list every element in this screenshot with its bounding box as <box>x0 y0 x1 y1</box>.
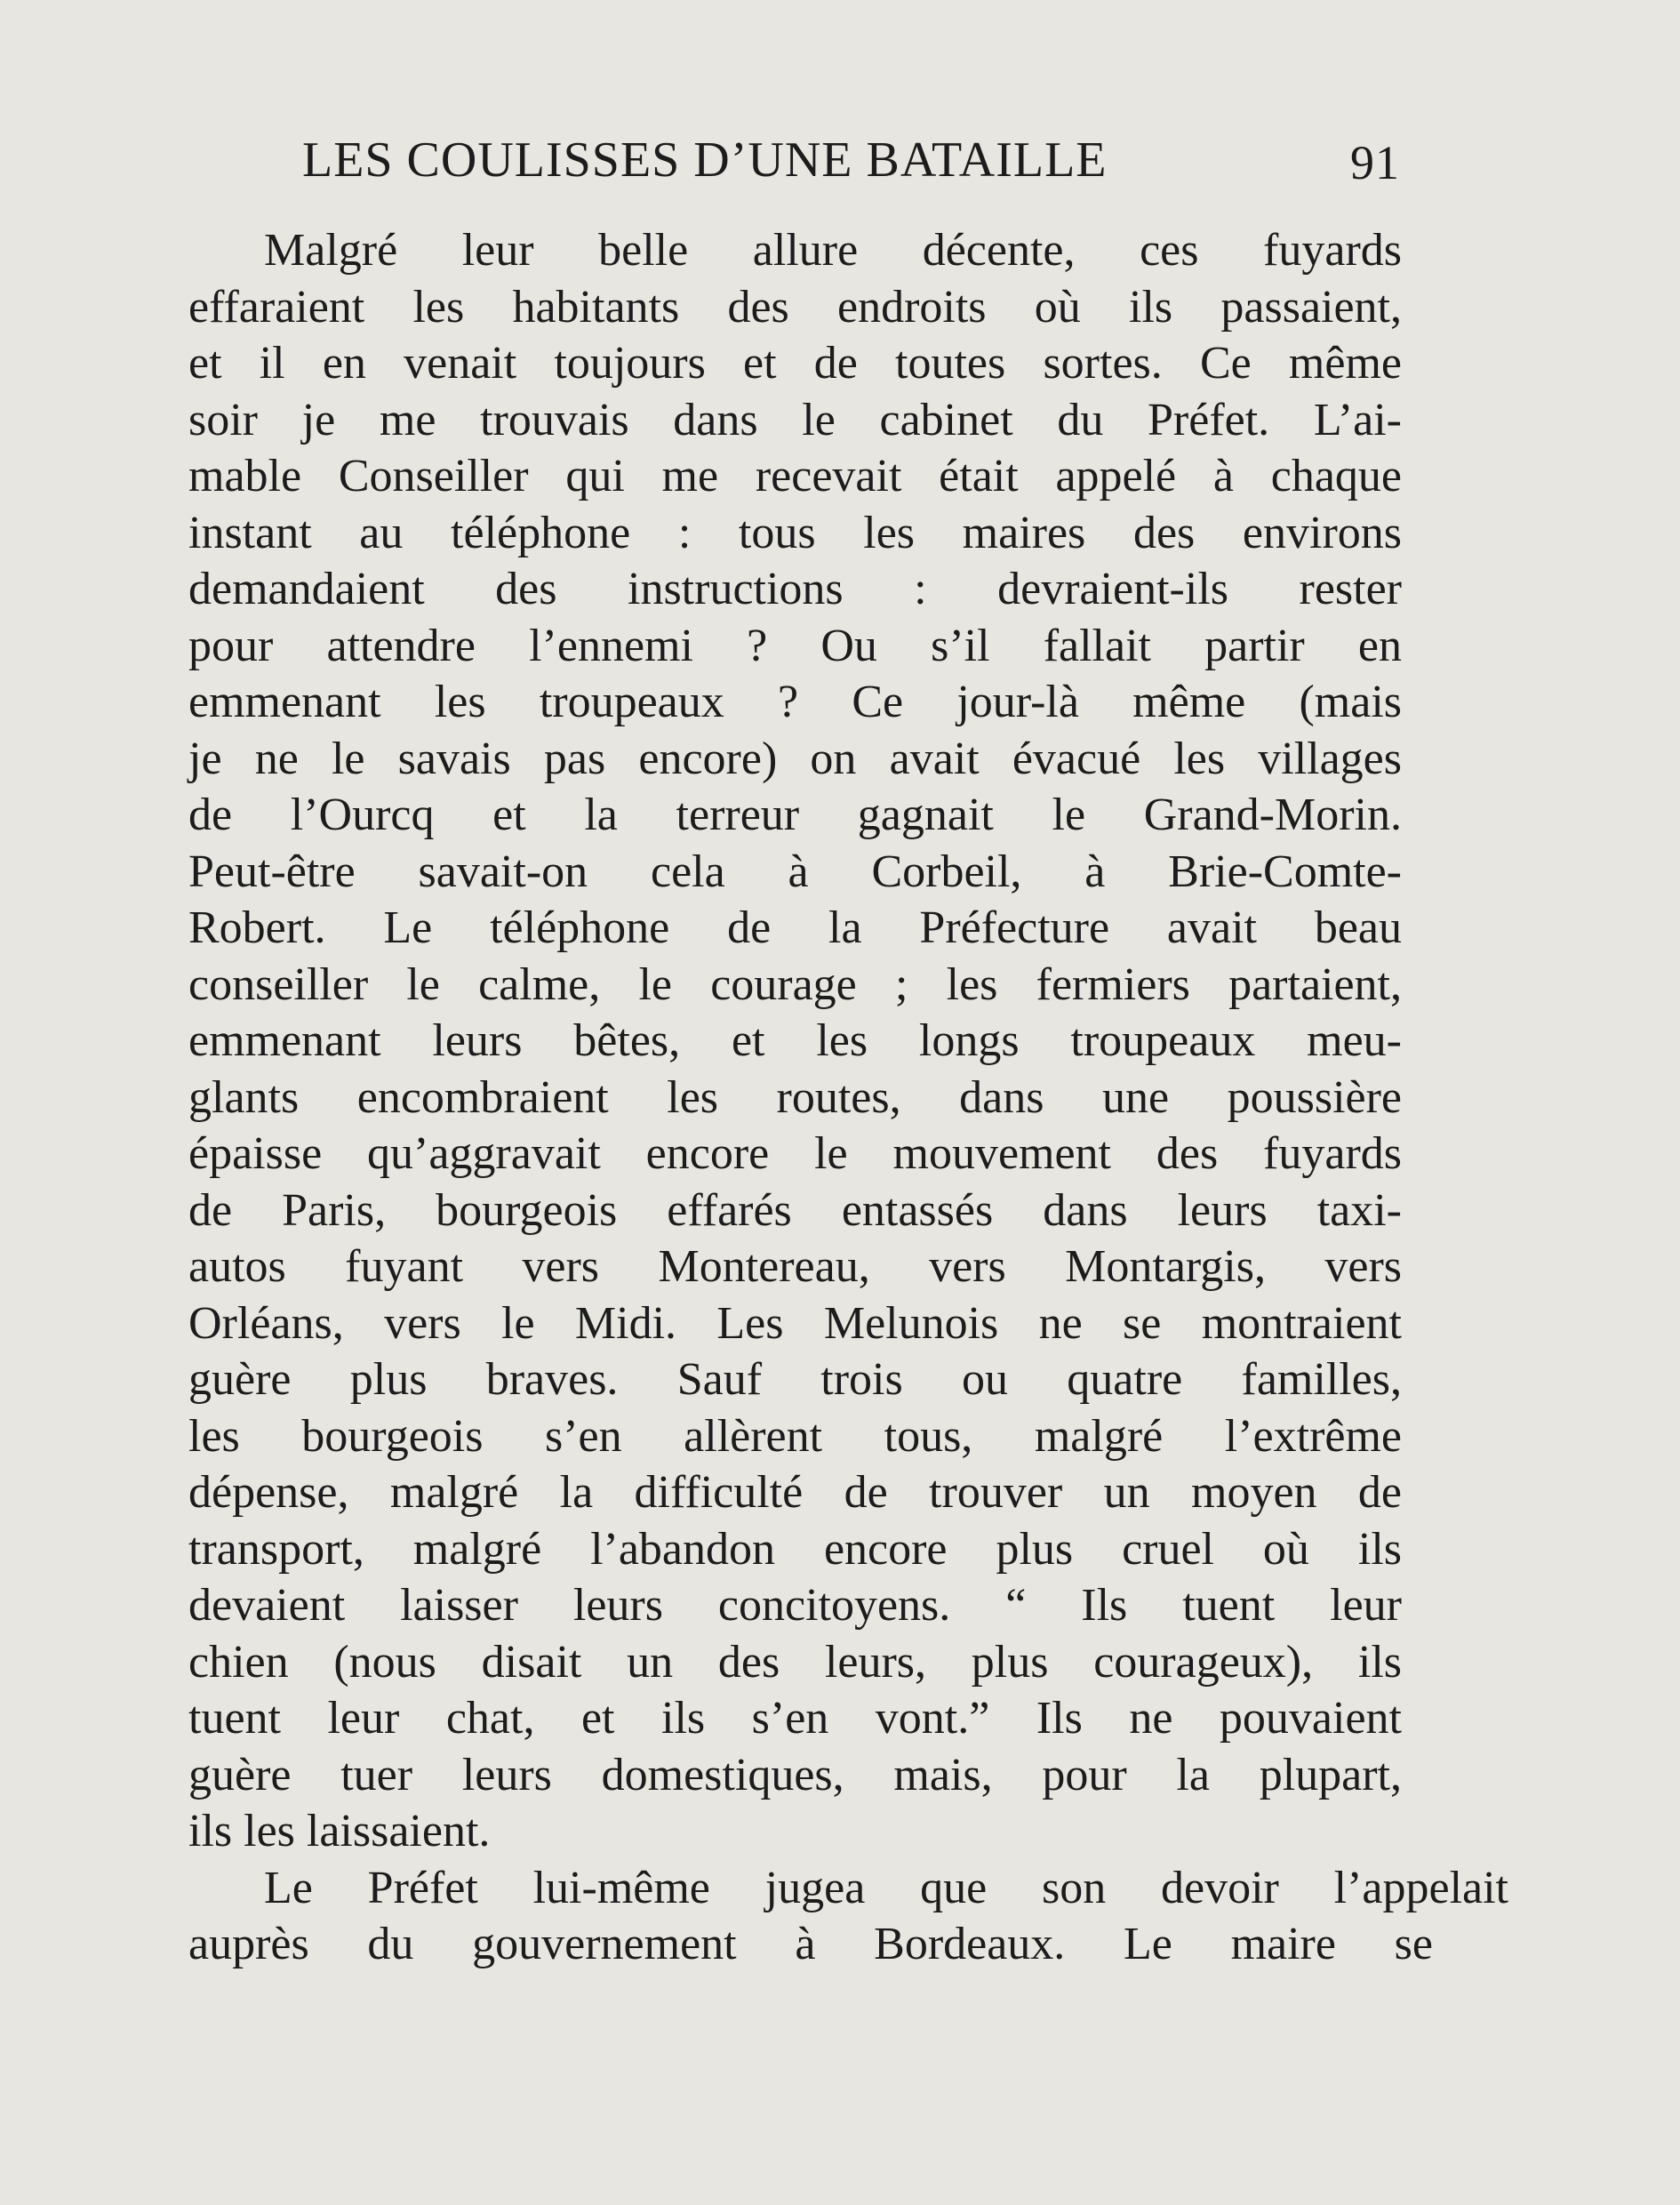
running-title: LES COULISSES D’UNE BATAILLE <box>302 132 1108 188</box>
text-line: conseiller le calme, le courage ; les fermiers partaient, <box>188 958 1402 1010</box>
text-line: Orléans, vers le Midi. Les Melunois ne se montraient <box>188 1297 1402 1349</box>
text-line: chien (nous disait un des leurs, plus courageux), ils <box>188 1636 1402 1688</box>
text-line: glants encombraient les routes, dans une poussière <box>188 1071 1402 1123</box>
text-line: Peut-être savait-on cela à Corbeil, à Brie-Comte- <box>188 846 1402 897</box>
text-line: tuent leur chat, et ils s’en vont.” Ils ne pouvaient <box>188 1693 1402 1744</box>
text-line: les bourgeois s’en allèrent tous, malgré l’extrême <box>188 1410 1402 1462</box>
text-line: transport, malgré l’abandon encore plus cruel où ils <box>188 1523 1402 1575</box>
text-line: devaient laisser leurs concitoyens. “ Ils tuent leur <box>188 1580 1402 1631</box>
text-line: dépense, malgré la difficulté de trouver un moyen de <box>188 1467 1402 1518</box>
text-line: guère tuer leurs domestiques, mais, pour la plupart, <box>188 1749 1402 1800</box>
text-line: et il en venait toujours et de toutes sortes. Ce même <box>188 338 1402 389</box>
text-line: de l’Ourcq et la terreur gagnait le Grand-Morin. <box>188 790 1402 840</box>
text-line: pour attendre l’ennemi ? Ou s’il fallait partir en <box>188 620 1402 671</box>
text-line: demandaient des instructions : devraient-ils rester <box>188 564 1402 614</box>
text-line: Robert. Le téléphone de la Préfecture avait beau <box>188 902 1402 953</box>
text-line: effaraient les habitants des endroits où ils passaient, <box>188 281 1402 333</box>
text-line: autos fuyant vers Montereau, vers Montargis, vers <box>188 1241 1402 1292</box>
paragraph <box>188 222 1402 1860</box>
text-line: ils les laissaient. <box>188 1806 491 1856</box>
text-line: guère plus braves. Sauf trois ou quatre familles, <box>188 1354 1402 1405</box>
text-line: de Paris, bourgeois effarés entassés dans leurs taxi- <box>188 1184 1402 1236</box>
text-line: Le Préfet lui-même jugea que son devoir l’appelait <box>264 1862 1508 1913</box>
paragraph <box>188 1860 1508 1973</box>
text-line: Malgré leur belle allure décente, ces fuyards <box>264 225 1402 276</box>
text-line: auprès du gouvernement à Bordeaux. Le maire se <box>188 1919 1433 1969</box>
body-text <box>188 222 1508 1973</box>
text-line: instant au téléphone : tous les maires des environs <box>188 507 1402 558</box>
text-line: soir je me trouvais dans le cabinet du Préfet. L’ai- <box>188 394 1402 445</box>
text-line: je ne le savais pas encore) on avait évacué les villages <box>188 733 1402 784</box>
text-line: mable Conseiller qui me recevait était appelé à chaque <box>188 451 1402 501</box>
text-line: épaisse qu’aggravait encore le mouvement des fuyards <box>188 1128 1402 1179</box>
text-line: emmenant leurs bêtes, et les longs troupeaux meu- <box>188 1015 1402 1066</box>
page-number: 91 <box>1350 136 1400 189</box>
running-head <box>302 132 1400 203</box>
text-line: emmenant les troupeaux ? Ce jour-là même (mais <box>188 677 1402 727</box>
